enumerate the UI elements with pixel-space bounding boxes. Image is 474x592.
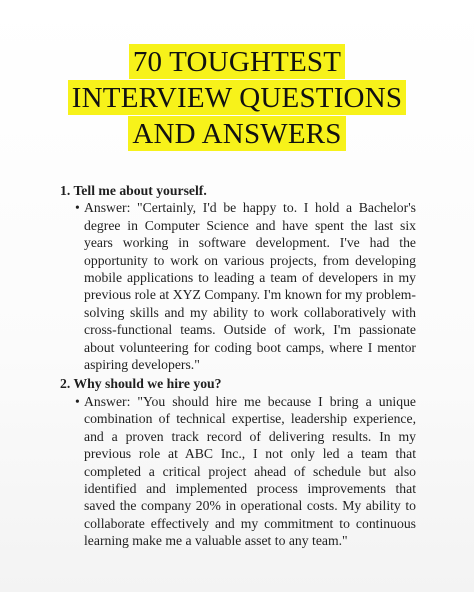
title-line-3: AND ANSWERS xyxy=(128,116,345,151)
question-heading: 1. Tell me about yourself. xyxy=(60,183,207,198)
answer-text xyxy=(75,199,416,373)
question-item-2 xyxy=(60,375,416,549)
title-line-1: 70 TOUGHTEST xyxy=(129,44,345,79)
qa-list xyxy=(60,182,416,552)
answer-body: Answer: "You should hire me because I bring a unique combination of technical expertise, leadership experience, and a proven track record of delivering results. In my previous role at ABC Inc., I not only led a team that completed a critical project ahead of schedule but also identified and implemented process improvements that saved the company 20% in operational costs. My ability to collaborate effectively and my commitment to continuous learning make me a valuable asset to any team." xyxy=(84,393,416,549)
answer-text xyxy=(75,393,416,550)
title-line-2: INTERVIEW QUESTIONS xyxy=(68,80,406,115)
question-item-1 xyxy=(60,182,416,373)
bullet-icon: • xyxy=(75,393,80,409)
answer-body: Answer: "Certainly, I'd be happy to. I hold a Bachelor's degree in Computer Science and have spent the last six years working in software development. I've had the opportunity to work on various projects, from developing mobile applications to leading a team of developers in my previous role at XYZ Company. I'm known for my problem-solving skills and my ability to work collaboratively with cross-functional teams. Outside of work, I'm passionate about volunteering for coding boot camps, where I mentor aspiring developers." xyxy=(84,200,416,373)
document-title xyxy=(0,44,474,152)
question-heading: 2. Why should we hire you? xyxy=(60,376,222,392)
bullet-icon: • xyxy=(75,200,80,216)
